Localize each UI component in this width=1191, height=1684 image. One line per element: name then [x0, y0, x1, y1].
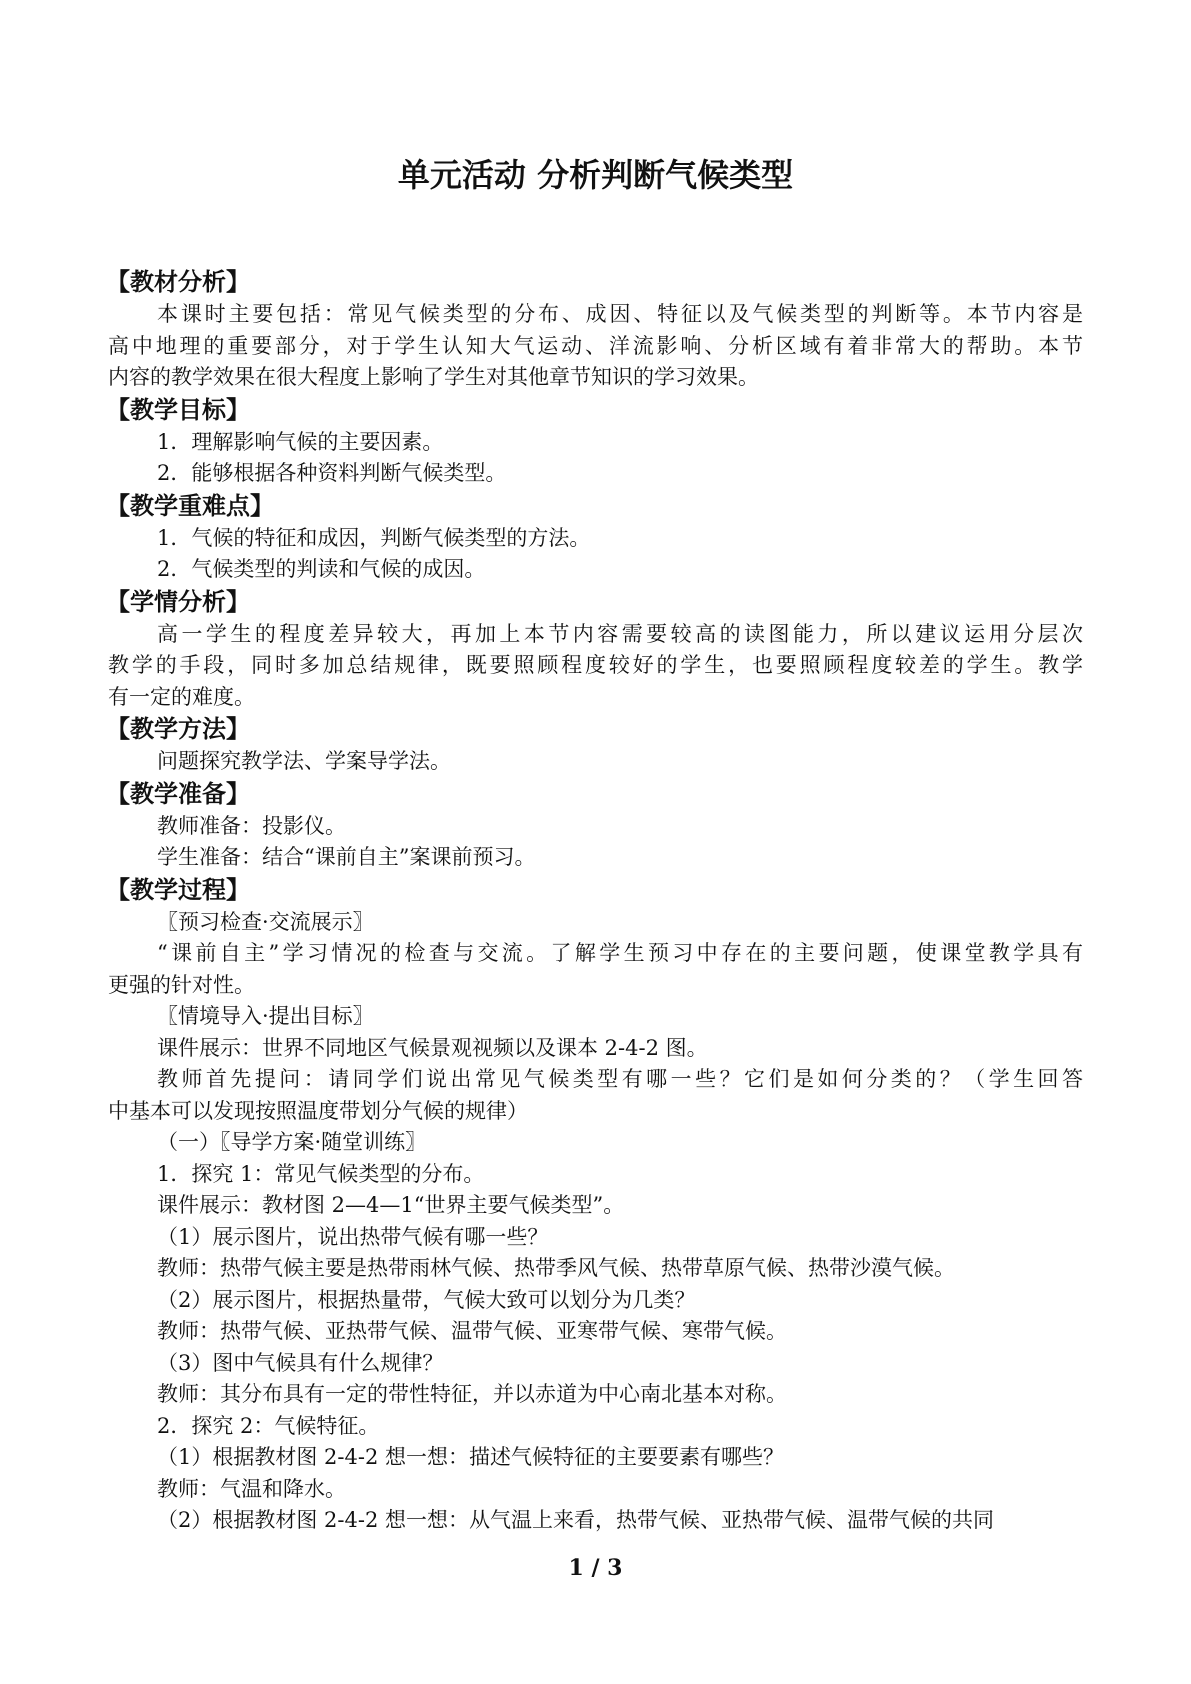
list-item: 2．能够根据各种资料判断气候类型。	[157, 461, 507, 485]
paragraph-line: 中基本可以发现按照温度带划分气候的规律）	[108, 1098, 528, 1123]
paragraph-line: 高一学生的程度差异较大，再加上本节内容需要较高的读图能力，所以建议运用分层次	[157, 621, 1083, 646]
paragraph-line: 本课时主要包括：常见气候类型的分布、成因、特征以及气候类型的判断等。本节内容是	[157, 302, 1083, 326]
paragraph-line: 有一定的难度。	[108, 684, 255, 709]
paragraph-line: 1．探究 1：常见气候类型的分布。	[157, 1161, 485, 1186]
paragraph-line: （1）根据教材图 2-4-2 想一想：描述气候特征的主要要素有哪些？	[157, 1445, 784, 1469]
section-heading-student-analysis: 【学情分析】	[106, 587, 250, 616]
list-item: 2．气候类型的判读和气候的成因。	[157, 557, 486, 581]
paragraph-line: 教师：热带气候主要是热带雨林气候、热带季风气候、热带草原气候、热带沙漠气候。	[157, 1256, 955, 1280]
paragraph-line: 教师：热带气候、亚热带气候、温带气候、亚寒带气候、寒带气候。	[157, 1319, 787, 1343]
section-heading-teaching-process: 【教学过程】	[106, 875, 250, 904]
paragraph-line: 教师首先提问：请同学们说出常见气候类型有哪一些？它们是如何分类的？（学生回答	[157, 1067, 1083, 1091]
paragraph-line: （1）展示图片，说出热带气候有哪一些？	[157, 1224, 549, 1249]
section-heading-teaching-goals: 【教学目标】	[106, 395, 250, 424]
page-number: 1 / 3	[568, 1555, 623, 1581]
paragraph-line: 〖预习检查·交流展示〗	[157, 909, 374, 934]
paragraph-line: （2）根据教材图 2-4-2 想一想：从气温上来看，热带气候、亚热带气候、温带气候的共同	[157, 1508, 994, 1532]
paragraph-line: 课件展示：教材图 2—4—1“世界主要气候类型”。	[157, 1193, 625, 1217]
paragraph-line: 问题探究教学法、学案导学法。	[157, 749, 451, 773]
document-body	[108, 266, 1083, 1537]
paragraph-line: （3）图中气候具有什么规律？	[157, 1350, 444, 1375]
section-heading-key-points: 【教学重难点】	[106, 491, 274, 520]
paragraph-line: 教学的手段，同时多加总结规律，既要照顾程度较好的学生，也要照顾程度较差的学生。教学	[108, 653, 1083, 677]
section-heading-preparation: 【教学准备】	[106, 779, 250, 808]
paragraph-line: 〖情境导入·提出目标〗	[157, 1004, 374, 1028]
paragraph-line: “课前自主”学习情况的检查与交流。了解学生预习中存在的主要问题，使课堂教学具有	[157, 941, 1083, 965]
section-heading-textbook-analysis: 【教材分析】	[106, 268, 250, 296]
paragraph-line: 教师：其分布具有一定的带性特征，并以赤道为中心南北基本对称。	[157, 1382, 787, 1406]
paragraph-line: 教师：气温和降水。	[157, 1476, 346, 1501]
paragraph-line: （2）展示图片，根据热量带，气候大致可以划分为几类？	[157, 1287, 696, 1312]
paragraph-line: 学生准备：结合“课前自主”案课前预习。	[157, 845, 536, 869]
paragraph-line: 教师准备：投影仪。	[157, 813, 346, 838]
paragraph-line: 高中地理的重要部分，对于学生认知大气运动、洋流影响、分析区域有着非常大的帮助。本节	[108, 333, 1083, 358]
paragraph-line: （一）〖导学方案·随堂训练〗	[157, 1130, 427, 1154]
list-item: 1．理解影响气候的主要因素。	[157, 429, 444, 454]
paragraph-line: 2．探究 2：气候特征。	[157, 1413, 380, 1438]
paragraph-line: 内容的教学效果在很大程度上影响了学生对其他章节知识的学习效果。	[108, 365, 759, 389]
paragraph-line: 课件展示：世界不同地区气候景观视频以及课本 2-4-2 图。	[157, 1035, 708, 1060]
section-heading-teaching-methods: 【教学方法】	[106, 715, 250, 743]
list-item: 1．气候的特征和成因，判断气候类型的方法。	[157, 525, 591, 550]
page-title: 单元活动 分析判断气候类型	[397, 156, 794, 194]
paragraph-line: 更强的针对性。	[108, 972, 255, 997]
